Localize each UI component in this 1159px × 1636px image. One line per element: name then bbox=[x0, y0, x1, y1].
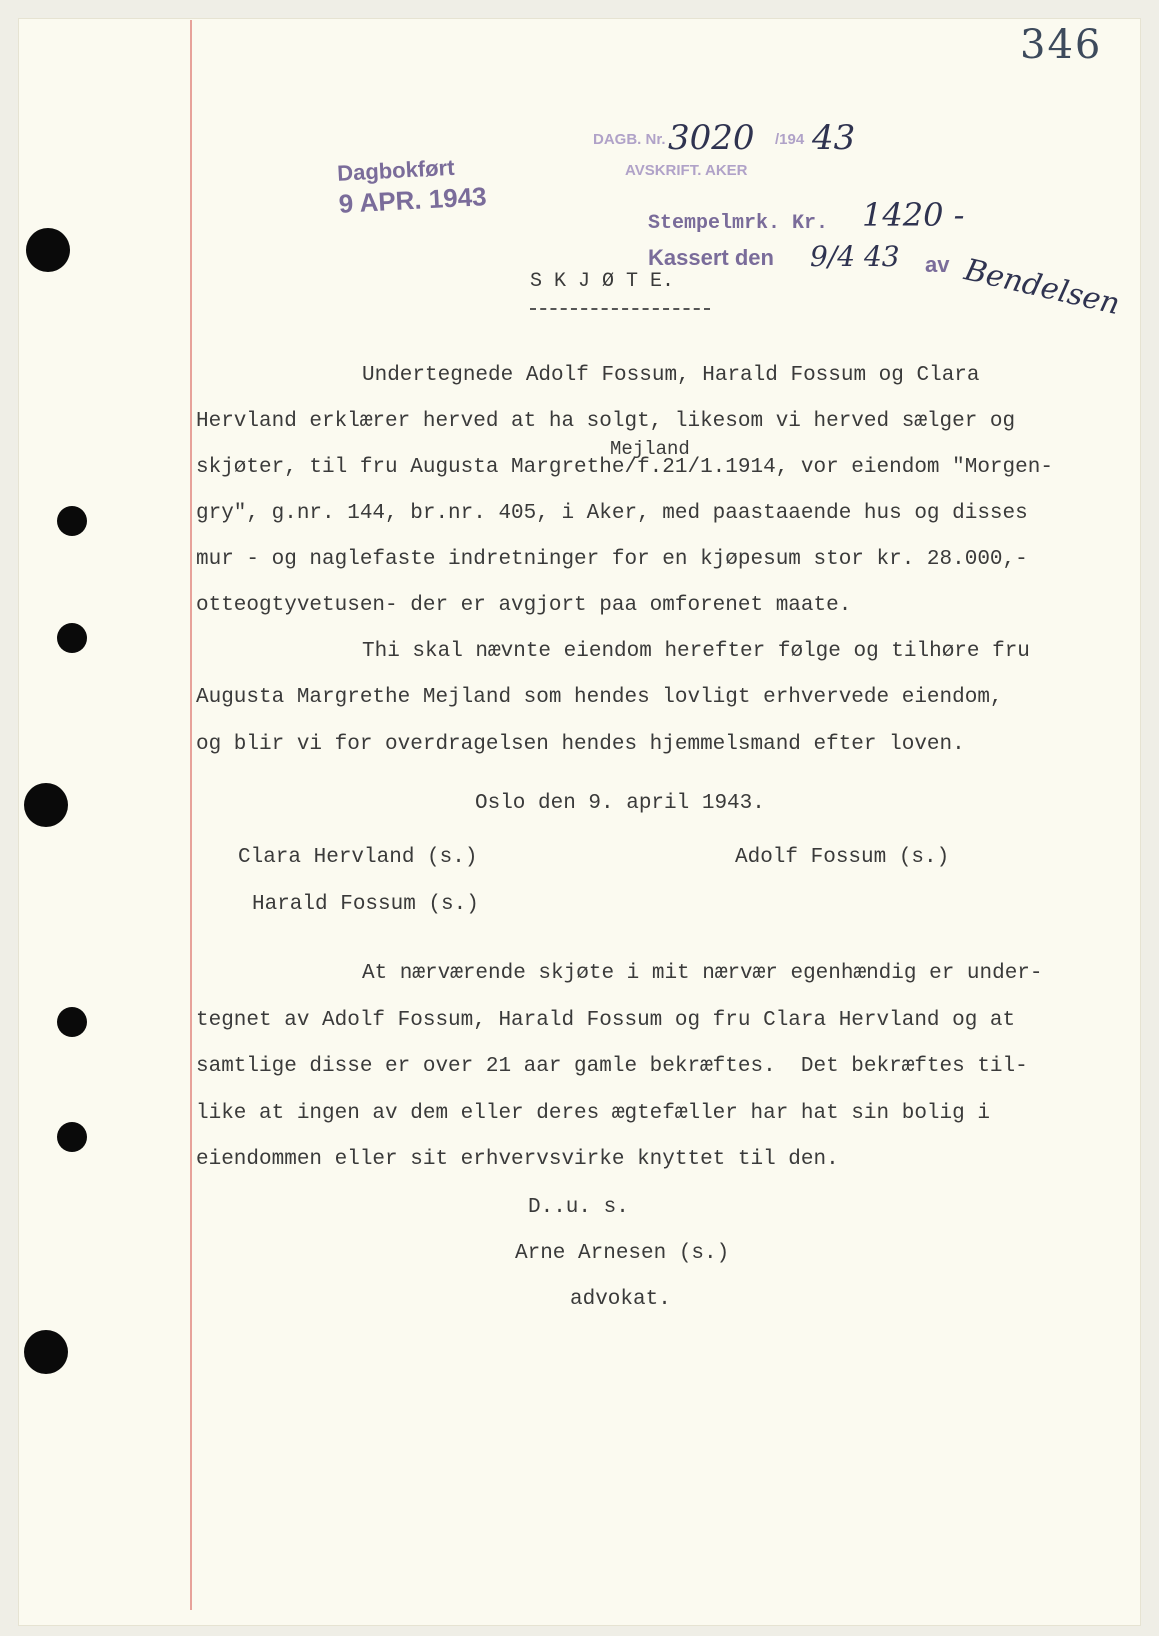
signature-clara: Clara Hervland (s.) bbox=[238, 846, 478, 869]
insert-above: Mejland bbox=[610, 438, 690, 460]
dagb-year-print: /194 bbox=[775, 131, 805, 148]
body-line: otteogtyvetusen- der er avgjort paa omforenet maate. bbox=[196, 594, 852, 617]
punch-hole bbox=[26, 228, 70, 272]
title-underline bbox=[530, 308, 710, 310]
punch-hole bbox=[57, 1122, 87, 1152]
punch-hole bbox=[57, 623, 87, 653]
page-number: 346 bbox=[1020, 22, 1103, 68]
body-line: gry", g.nr. 144, br.nr. 405, i Aker, med paastaaende hus og disses bbox=[196, 502, 1028, 525]
witness-line: samtlige disse er over 21 aar gamle bekræftes. Det bekræftes til- bbox=[196, 1055, 1028, 1078]
body-line: Thi skal nævnte eiendom herefter følge og tilhøre fru bbox=[362, 640, 1030, 663]
stempelmrk-label: Stempelmrk. Kr. bbox=[648, 212, 829, 235]
punch-hole bbox=[57, 1007, 87, 1037]
kassert-av: av bbox=[925, 252, 950, 277]
dagb-stamp bbox=[593, 131, 666, 148]
closing-dus: D..u. s. bbox=[528, 1196, 629, 1219]
punch-hole bbox=[24, 1330, 68, 1374]
body-line: mur - og naglefaste indretninger for en kjøpesum stor kr. 28.000,- bbox=[196, 548, 1028, 571]
body-line: Undertegnede Adolf Fossum, Harald Fossum og Clara bbox=[362, 364, 980, 387]
witness-line: eiendommen eller sit erhvervsvirke knyttet til den. bbox=[196, 1148, 839, 1171]
dagb-number: 3020 bbox=[668, 118, 755, 158]
closing-name: Arne Arnesen (s.) bbox=[515, 1242, 730, 1265]
body-line: Augusta Margrethe Mejland som hendes lovligt erhvervede eiendom, bbox=[196, 686, 1003, 709]
dagbokfort-date: 9 APR. 1943 bbox=[338, 181, 488, 219]
witness-line: like at ingen av dem eller deres ægtefæller har hat sin bolig i bbox=[196, 1102, 990, 1125]
kassert-date: 9/4 43 bbox=[810, 240, 900, 273]
body-line: og blir vi for overdragelsen hendes hjemmelsmand efter loven. bbox=[196, 733, 965, 756]
body-line: skjøter, til fru Augusta Margrethe/f.21/1.1914, vor eiendom "Morgen- bbox=[196, 456, 1053, 479]
signature-adolf: Adolf Fossum (s.) bbox=[735, 846, 950, 869]
witness-line: At nærværende skjøte i mit nærvær egenhændig er under- bbox=[362, 962, 1043, 985]
body-line: Hervland erklærer herved at ha solgt, likesom vi herved sælger og bbox=[196, 410, 1016, 433]
witness-line: tegnet av Adolf Fossum, Harald Fossum og fru Clara Hervland og at bbox=[196, 1009, 1016, 1032]
kassert-label: Kassert den bbox=[648, 245, 774, 270]
closing-role: advokat. bbox=[570, 1288, 671, 1311]
dagb-prefix: DAGB. Nr. bbox=[593, 131, 666, 148]
dagb-year: 43 bbox=[812, 118, 856, 158]
place-date: Oslo den 9. april 1943. bbox=[475, 792, 765, 815]
red-margin-line bbox=[190, 20, 192, 1610]
document-title: S K J Ø T E. bbox=[530, 270, 675, 293]
dagbokfort-stamp bbox=[337, 153, 488, 220]
punch-hole bbox=[57, 506, 87, 536]
kassert-signature: Bendelsen bbox=[961, 252, 1124, 323]
avskrift-stamp: AVSKRIFT. AKER bbox=[625, 162, 748, 179]
signature-harald: Harald Fossum (s.) bbox=[252, 893, 479, 916]
punch-hole bbox=[24, 783, 68, 827]
stempelmrk-value: 1420 - bbox=[862, 196, 965, 234]
dagbokfort-label: Dagbokført bbox=[336, 154, 456, 186]
